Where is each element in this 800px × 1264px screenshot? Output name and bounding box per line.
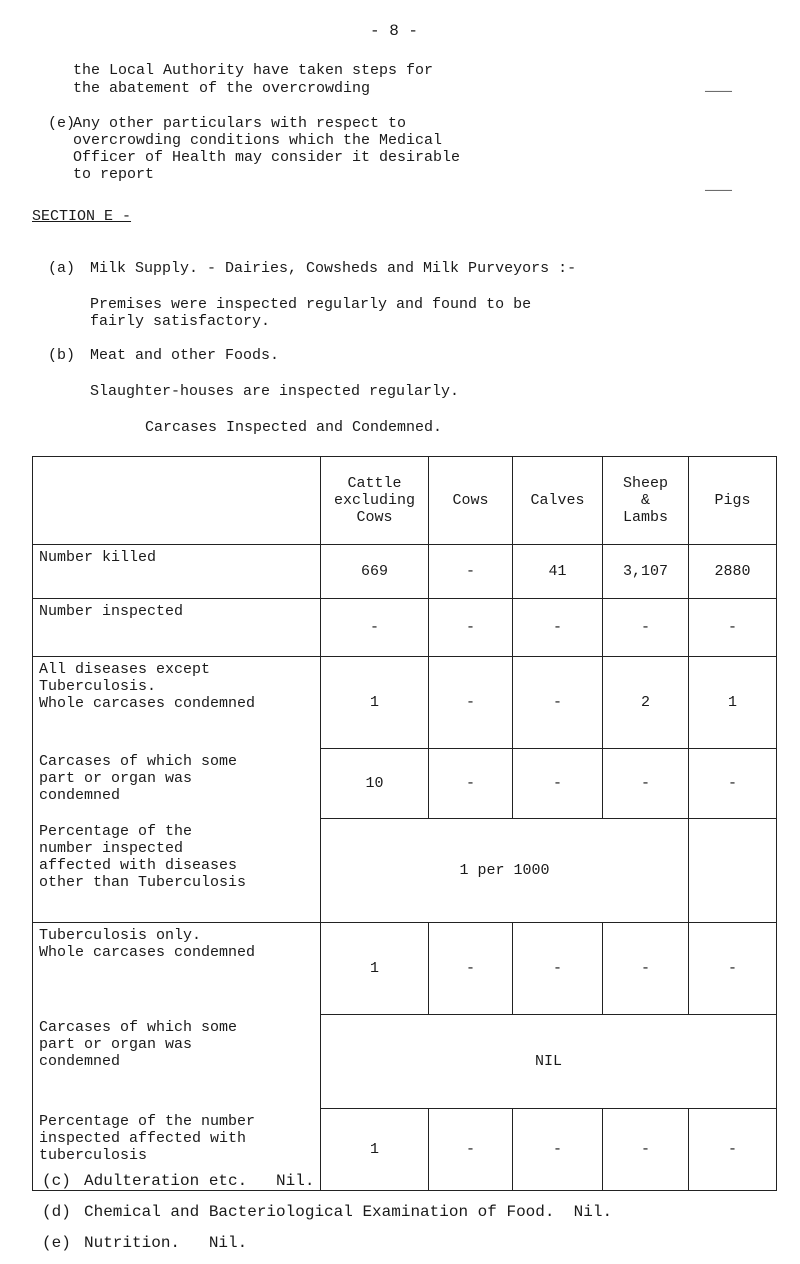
label-all-diseases-whole: All diseases except Tuberculosis. Whole carcases condemned [33,657,321,749]
row-tb-part [33,1015,777,1109]
cell-ad-whole-pigs: 1 [689,657,777,749]
header-pigs: Pigs [689,457,777,545]
cell-ad-part-sheep: - [603,749,689,819]
intro-line-2: the abatement of the overcrowding [73,80,371,97]
table-title: Carcases Inspected and Condemned. [145,419,443,436]
item-e-text: Any other particulars with respect to overcrowding conditions which the Medical Officer of Health may consider it desirable to report [73,115,461,183]
cell-tb-part: NIL [321,1015,777,1109]
cell-tb-pct-pigs: - [689,1109,777,1191]
label-all-diseases-pct: Percentage of the number inspected affected with diseases other than Tuberculosis [33,819,321,923]
cell-ad-pct-pigs [689,819,777,923]
cell-killed-cows: - [429,545,513,599]
header-cattle: Cattle excluding Cows [321,457,429,545]
intro-line-1: the Local Authority have taken steps for [73,62,434,79]
label-number-inspected: Number inspected [33,599,321,657]
item-b-label: (b) [48,347,76,364]
cell-ad-whole-cows: - [429,657,513,749]
row-all-diseases-part [33,749,777,819]
row-number-inspected [33,599,777,657]
cell-ad-whole-calves: - [513,657,603,749]
cell-tb-pct-sheep: - [603,1109,689,1191]
cell-ad-part-cattle: 10 [321,749,429,819]
carcases-table [32,456,777,1191]
row-all-diseases-pct [33,819,777,923]
cell-killed-sheep: 3,107 [603,545,689,599]
cell-tb-whole-calves: - [513,923,603,1015]
cell-killed-cattle: 669 [321,545,429,599]
header-calves: Calves [513,457,603,545]
cell-inspected-cattle: - [321,599,429,657]
cell-inspected-sheep: - [603,599,689,657]
header-blank [33,457,321,545]
label-tb-whole: Tuberculosis only. Whole carcases condemned [33,923,321,1015]
item-b-title: Meat and other Foods. [90,347,280,364]
item-d-label: (d) [42,1203,71,1221]
cell-ad-part-cows: - [429,749,513,819]
label-all-diseases-part: Carcases of which some part or organ was condemned [33,749,321,819]
item-d-text: Chemical and Bacteriological Examination of Food. Nil. [84,1203,613,1221]
cell-killed-calves: 41 [513,545,603,599]
row-all-diseases-whole [33,657,777,749]
item-a-title: Milk Supply. - Dairies, Cowsheds and Milk Purveyors :- [90,260,577,277]
cell-tb-whole-cattle: 1 [321,923,429,1015]
cell-tb-whole-cows: - [429,923,513,1015]
cell-killed-pigs: 2880 [689,545,777,599]
row-tb-whole [33,923,777,1015]
label-tb-pct: Percentage of the number inspected affected with tuberculosis [33,1109,321,1191]
cell-tb-pct-cattle: 1 [321,1109,429,1191]
table-header-row [33,457,777,545]
cell-ad-pct: 1 per 1000 [321,819,689,923]
header-cows: Cows [429,457,513,545]
section-heading: SECTION E - [32,208,132,225]
item-e-value: ___ [705,177,733,194]
cell-ad-whole-sheep: 2 [603,657,689,749]
item-a-label: (a) [48,260,76,277]
item-c-text: Adulteration etc. Nil. [84,1172,315,1190]
page-number: - 8 - [370,22,419,40]
item-b-text: Slaughter-houses are inspected regularly. [90,383,460,400]
item-e2-text: Nutrition. Nil. [84,1234,248,1252]
cell-ad-part-calves: - [513,749,603,819]
header-sheep: Sheep & Lambs [603,457,689,545]
cell-ad-part-pigs: - [689,749,777,819]
cell-inspected-pigs: - [689,599,777,657]
label-tb-part: Carcases of which some part or organ was condemned [33,1015,321,1109]
cell-ad-whole-cattle: 1 [321,657,429,749]
cell-tb-pct-calves: - [513,1109,603,1191]
item-e2-label: (e) [42,1234,71,1252]
cell-tb-pct-cows: - [429,1109,513,1191]
label-number-killed: Number killed [33,545,321,599]
item-c-label: (c) [42,1172,71,1190]
intro-dash: ___ [705,78,733,95]
cell-inspected-cows: - [429,599,513,657]
item-e-label: (e) [48,115,76,132]
cell-inspected-calves: - [513,599,603,657]
row-number-killed [33,545,777,599]
cell-tb-whole-sheep: - [603,923,689,1015]
cell-tb-whole-pigs: - [689,923,777,1015]
item-a-text: Premises were inspected regularly and found to be fairly satisfactory. [90,296,532,330]
